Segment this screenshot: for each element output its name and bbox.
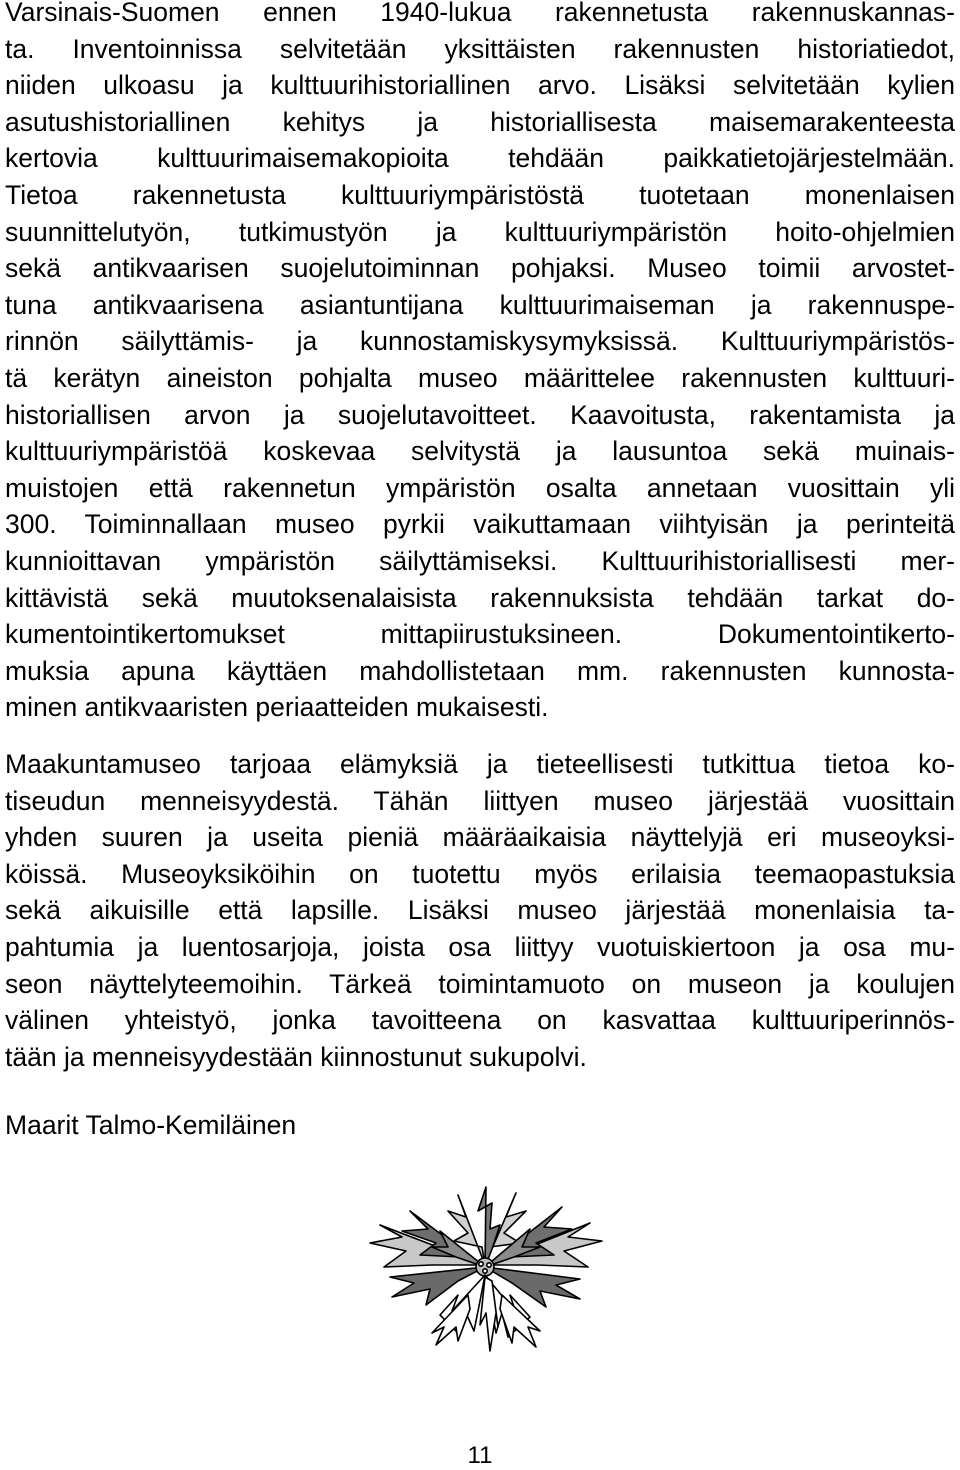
text-line: yhden suuren ja useita pieniä määräaikaisia näyttelyjä eri museoyksi- <box>5 822 955 853</box>
text-line: niiden ulkoasu ja kulttuurihistoriallinen arvo. Lisäksi selvitetään kylien <box>5 70 955 101</box>
text-line: kulttuuriympäristöä koskevaa selvitystä ja lausuntoa sekä muinais- <box>5 436 955 467</box>
text-line: Tietoa rakennetusta kulttuuriympäristöstä tuotetaan monenlaisen <box>5 179 955 210</box>
author-signature: Maarit Talmo-Kemiläinen <box>5 1110 297 1140</box>
text-line: tuna antikvaarisena asiantuntijana kulttuurimaiseman ja rakennuspe- <box>5 289 955 320</box>
text-line: pahtumia ja luentosarjoja, joista osa liittyy vuotuiskiertoon ja osa mu- <box>5 931 955 962</box>
text-line: sekä antikvaarisen suojelutoiminnan pohjaksi. Museo toimii arvostet- <box>5 253 955 284</box>
text-line: tä kerätyn aineiston pohjalta museo määrittelee rakennusten kulttuuri- <box>5 362 955 393</box>
text-line: Varsinais-Suomen ennen 1940-lukua rakennetusta rakennuskannas- <box>5 0 955 27</box>
text-line: köissä. Museoyksiköihin on tuotettu myös erilaisia teemaopastuksia <box>5 858 955 889</box>
poinsettia-flower-icon <box>340 1185 630 1355</box>
text-line: tiseudun menneisyydestä. Tähän liittyen museo järjestää vuosittain <box>5 785 955 816</box>
text-line: ta. Inventoinnissa selvitetään yksittäisten rakennusten historiatiedot, <box>5 33 955 64</box>
text-line: 300. Toiminnallaan museo pyrkii vaikuttamaan viihtyisän ja perinteitä <box>5 509 955 540</box>
text-line: kittävistä sekä muutoksenalaisista rakennuksista tehdään tarkat do- <box>5 582 955 613</box>
text-line: sekä aikuisille että lapsille. Lisäksi museo järjestää monenlaisia ta- <box>5 895 955 926</box>
text-line: kumentointikertomukset mittapiirustuksineen. Dokumentointikerto- <box>5 619 955 650</box>
text-line: historiallisen arvon ja suojelutavoitteet. Kaavoitusta, rakentamista ja <box>5 399 955 430</box>
text-line: muistojen että rakennetun ympäristön osalta annetaan vuosittain yli <box>5 472 955 503</box>
text-line: minen antikvaaristen periaatteiden mukaisesti. <box>5 692 549 723</box>
paragraph-museum-activities <box>5 746 955 1075</box>
text-line: asutushistoriallinen kehitys ja historiallisesta maisemarakenteesta <box>5 106 955 137</box>
text-line: Maakuntamuseo tarjoaa elämyksiä ja tieteellisesti tutkittua tietoa ko- <box>5 749 955 779</box>
page-number: 11 <box>467 1442 493 1469</box>
text-line: kunnioittavan ympäristön säilyttämiseksi. Kulttuurihistoriallisesti mer- <box>5 545 955 576</box>
text-line: seon näyttelyteemoihin. Tärkeä toimintamuoto on museon ja koulujen <box>5 968 955 999</box>
text-line: suunnittelutyön, tutkimustyön ja kulttuuriympäristön hoito-ohjelmien <box>5 216 955 247</box>
text-line: muksia apuna käyttäen mahdollistetaan mm. rakennusten kunnosta- <box>5 655 955 686</box>
text-line: tään ja menneisyydestään kiinnostunut sukupolvi. <box>5 1041 587 1072</box>
text-line: rinnön säilyttämis- ja kunnostamiskysymyksissä. Kulttuuriympäristös- <box>5 326 955 357</box>
text-line: välinen yhteistyö, jonka tavoitteena on kasvattaa kulttuuriperinnös- <box>5 1005 955 1036</box>
paragraph-museum-inventory <box>5 0 955 726</box>
text-line: kertovia kulttuurimaisemakopioita tehdään paikkatietojärjestelmään. <box>5 143 955 174</box>
